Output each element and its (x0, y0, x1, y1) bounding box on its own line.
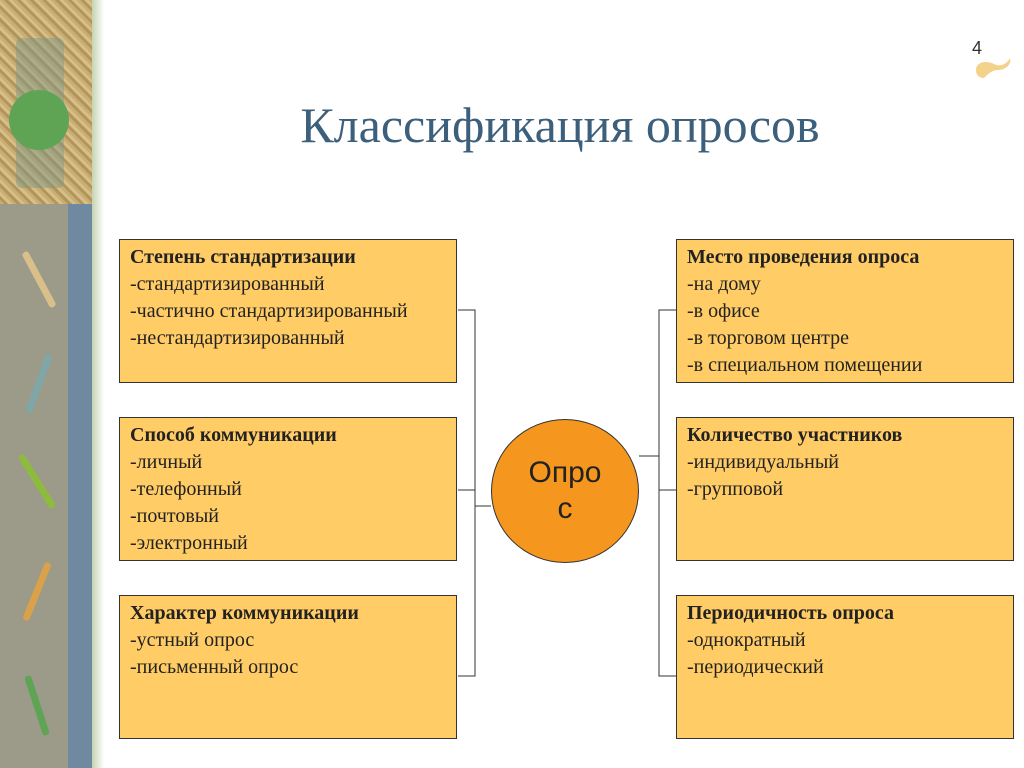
category-heading: Периодичность опроса (687, 602, 894, 624)
list-item: -групповой (687, 478, 784, 500)
slide-title: Классификация опросов (300, 97, 820, 153)
list-item: -письменный опрос (130, 656, 299, 678)
category-items (687, 627, 1003, 681)
category-heading: Характер коммуникации (130, 602, 359, 624)
center-node (491, 419, 639, 563)
list-item: -в офисе (687, 300, 760, 322)
category-items (130, 449, 446, 557)
right-bracket-line (659, 310, 676, 676)
list-item: -стандартизированный (130, 273, 325, 295)
category-heading: Место проведения опроса (687, 246, 920, 268)
page-number: 4 (972, 38, 983, 58)
category-items (687, 271, 1003, 379)
list-item: -устный опрос (130, 629, 255, 651)
list-item: -индивидуальный (687, 451, 840, 473)
list-item: -в торговом центре (687, 327, 850, 349)
category-box-periodicity (676, 595, 1014, 739)
list-item: -периодический (687, 656, 824, 678)
list-item: -электронный (130, 532, 248, 554)
list-item: -однократный (687, 629, 806, 651)
category-box-location (676, 239, 1014, 383)
category-items (130, 627, 446, 681)
category-box-participants (676, 417, 1014, 561)
list-item: -в специальном помещении (687, 354, 923, 376)
category-items (687, 449, 1003, 503)
list-item: -телефонный (130, 478, 242, 500)
left-bracket-line (458, 310, 475, 676)
list-item: -личный (130, 451, 203, 473)
category-box-standardization (119, 239, 457, 383)
category-box-communication-type (119, 595, 457, 739)
category-items (130, 271, 446, 352)
category-heading: Количество участников (687, 424, 903, 446)
list-item: -на дому (687, 273, 761, 295)
category-heading: Способ коммуникации (130, 424, 337, 446)
center-node-label: Опрос (528, 456, 602, 525)
list-item: -нестандартизированный (130, 327, 345, 349)
list-item: -частично стандартизированный (130, 300, 408, 322)
list-item: -почтовый (130, 505, 219, 527)
category-heading: Степень стандартизации (130, 246, 356, 268)
category-box-communication-method (119, 417, 457, 561)
